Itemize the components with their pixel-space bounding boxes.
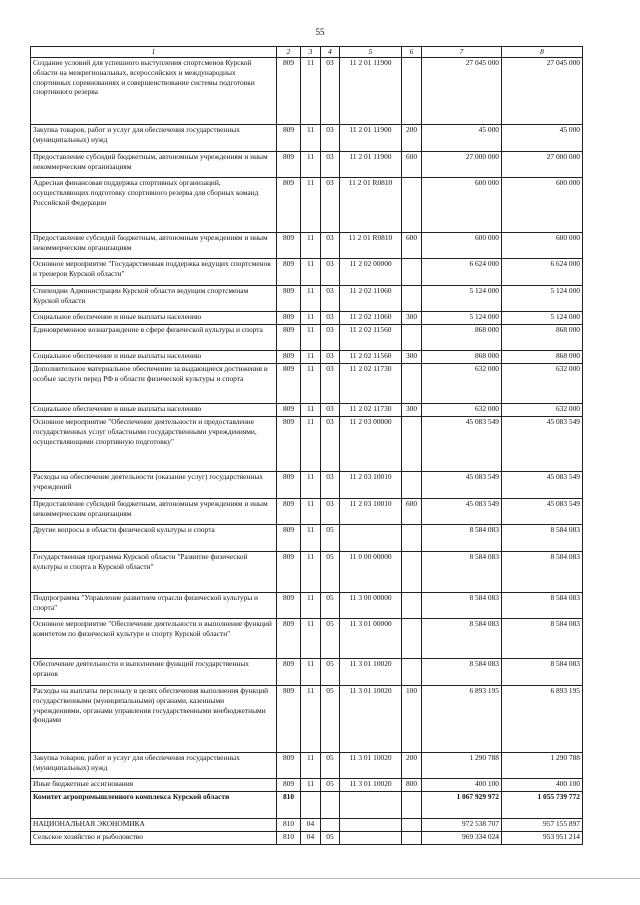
expense-type-cell: 200 [402, 124, 422, 151]
expense-type-cell [402, 177, 422, 232]
target-article-cell: 11 2 01 11900 [340, 151, 402, 177]
section-code-cell: 11 [301, 124, 321, 151]
amount-year2-cell: 8 584 083 [502, 524, 583, 551]
expense-type-cell [402, 618, 422, 658]
table-row [31, 592, 583, 618]
amount-year2-cell: 1 290 788 [502, 752, 583, 778]
amount-year1-cell: 8 584 083 [422, 551, 502, 592]
expense-type-cell [402, 831, 422, 844]
expense-type-cell [402, 592, 422, 618]
amount-year2-cell: 6 624 000 [502, 258, 583, 285]
amount-year2-cell: 27 000 000 [502, 151, 583, 177]
ministry-code-cell: 809 [277, 685, 301, 752]
header-cell: 6 [402, 47, 422, 58]
amount-year2-cell: 600 000 [502, 232, 583, 258]
section-code-cell: 11 [301, 177, 321, 232]
ministry-code-cell: 809 [277, 232, 301, 258]
ministry-code-cell: 809 [277, 416, 301, 471]
amount-year1-cell: 868 000 [422, 324, 502, 350]
header-cell: 1 [31, 47, 277, 58]
subsection-code-cell: 03 [321, 471, 340, 498]
target-article-cell [340, 831, 402, 844]
header-row [31, 47, 583, 58]
target-article-cell: 11 2 01 11900 [340, 124, 402, 151]
row-name-cell: Обеспечение деятельности и выполнение функций государственных органов [31, 658, 277, 685]
table-row [31, 324, 583, 350]
table-row [31, 57, 583, 124]
expense-type-cell [402, 324, 422, 350]
row-name-cell: Социальное обеспечение и иные выплаты населению [31, 403, 277, 416]
ministry-code-cell: 809 [277, 324, 301, 350]
row-name-cell: Предоставление субсидий бюджетным, автономным учреждениям и иным некоммерческим организациям [31, 498, 277, 524]
target-article-cell: 11 2 02 11560 [340, 350, 402, 363]
expense-type-cell [402, 258, 422, 285]
header-cell: 3 [301, 47, 321, 58]
ministry-code-cell: 809 [277, 403, 301, 416]
expense-type-cell [402, 791, 422, 818]
target-article-cell: 11 0 00 00000 [340, 551, 402, 592]
row-name-cell: Создание условий для успешного выступления спортсменов Курской области на межрегиональных, всероссийских и международных спортивных соревнованиях и совершенствование системы подготовки спортивного резерва [31, 57, 277, 124]
row-name-cell: Стипендии Администрации Курской области ведущим спортсменам Курской области [31, 285, 277, 311]
header-cell: 7 [422, 47, 502, 58]
ministry-code-cell: 809 [277, 592, 301, 618]
table-row [31, 258, 583, 285]
table-row [31, 151, 583, 177]
amount-year1-cell: 1 290 788 [422, 752, 502, 778]
subsection-code-cell: 05 [321, 524, 340, 551]
amount-year2-cell: 27 045 000 [502, 57, 583, 124]
ministry-code-cell: 810 [277, 791, 301, 818]
expense-type-cell [402, 818, 422, 831]
target-article-cell: 11 2 02 00000 [340, 258, 402, 285]
row-name-cell: Государственная программа Курской области "Развитие физической культуры и спорта в Курской области" [31, 551, 277, 592]
ministry-code-cell: 809 [277, 350, 301, 363]
ministry-code-cell: 809 [277, 177, 301, 232]
amount-year2-cell: 400 100 [502, 778, 583, 791]
amount-year1-cell: 27 000 000 [422, 151, 502, 177]
amount-year2-cell: 953 951 214 [502, 831, 583, 844]
section-code-cell: 11 [301, 403, 321, 416]
amount-year2-cell: 45 083 549 [502, 416, 583, 471]
subsection-code-cell: 03 [321, 151, 340, 177]
ministry-code-cell: 809 [277, 618, 301, 658]
table-row [31, 551, 583, 592]
amount-year2-cell: 957 155 897 [502, 818, 583, 831]
table-row [31, 524, 583, 551]
row-name-cell: Предоставление субсидий бюджетным, автономным учреждениям и иным некоммерческим организациям [31, 232, 277, 258]
amount-year1-cell: 600 000 [422, 177, 502, 232]
table-row [31, 285, 583, 311]
target-article-cell: 11 2 01 11900 [340, 57, 402, 124]
row-name-cell: Закупка товаров, работ и услуг для обеспечения государственных (муниципальных) нужд [31, 124, 277, 151]
expense-type-cell: 600 [402, 232, 422, 258]
expense-type-cell [402, 471, 422, 498]
expense-type-cell: 600 [402, 151, 422, 177]
section-code-cell: 11 [301, 471, 321, 498]
amount-year1-cell: 8 584 083 [422, 524, 502, 551]
row-name-cell: Единовременное вознаграждение в сфере физической культуры и спорта [31, 324, 277, 350]
target-article-cell: 11 2 03 10010 [340, 498, 402, 524]
subsection-code-cell: 05 [321, 752, 340, 778]
subsection-code-cell [321, 818, 340, 831]
table-row [31, 658, 583, 685]
section-code-cell: 11 [301, 311, 321, 324]
subsection-code-cell [321, 791, 340, 818]
amount-year1-cell: 400 100 [422, 778, 502, 791]
expense-type-cell: 300 [402, 403, 422, 416]
table-row [31, 752, 583, 778]
row-name-cell: Комитет агропромышленного комплекса Курской области [31, 791, 277, 818]
subsection-code-cell: 03 [321, 416, 340, 471]
table-row [31, 350, 583, 363]
ministry-code-cell: 810 [277, 831, 301, 844]
ministry-code-cell: 809 [277, 151, 301, 177]
amount-year1-cell: 600 000 [422, 232, 502, 258]
row-name-cell: Закупка товаров, работ и услуг для обеспечения государственных (муниципальных) нужд [31, 752, 277, 778]
section-code-cell: 11 [301, 551, 321, 592]
amount-year2-cell: 45 083 549 [502, 498, 583, 524]
table-row [31, 232, 583, 258]
target-article-cell: 11 2 02 11730 [340, 363, 402, 403]
section-code-cell: 11 [301, 363, 321, 403]
section-code-cell [301, 791, 321, 818]
row-name-cell: Адресная финансовая поддержка спортивных организаций, осуществляющих подготовку спортивного резерва для сборных команд Российской Федерации [31, 177, 277, 232]
ministry-code-cell: 809 [277, 258, 301, 285]
expense-type-cell: 800 [402, 778, 422, 791]
section-code-cell: 11 [301, 350, 321, 363]
section-code-cell: 11 [301, 151, 321, 177]
target-article-cell: 11 2 03 10010 [340, 471, 402, 498]
row-name-cell: Основное мероприятие "Государственная поддержка ведущих спортсменов и тренеров Курской области" [31, 258, 277, 285]
ministry-code-cell: 809 [277, 778, 301, 791]
ministry-code-cell: 809 [277, 285, 301, 311]
table-body [31, 47, 583, 845]
target-article-cell: 11 3 00 00000 [340, 592, 402, 618]
subsection-code-cell: 03 [321, 311, 340, 324]
expense-type-cell: 200 [402, 752, 422, 778]
amount-year1-cell: 6 624 000 [422, 258, 502, 285]
amount-year2-cell: 600 000 [502, 177, 583, 232]
amount-year2-cell: 6 893 195 [502, 685, 583, 752]
ministry-code-cell: 809 [277, 57, 301, 124]
amount-year2-cell: 45 000 [502, 124, 583, 151]
row-name-cell: Социальное обеспечение и иные выплаты населению [31, 311, 277, 324]
table-row [31, 831, 583, 844]
table-row [31, 471, 583, 498]
section-code-cell: 11 [301, 232, 321, 258]
subsection-code-cell: 05 [321, 685, 340, 752]
amount-year2-cell: 632 000 [502, 403, 583, 416]
target-article-cell: 11 2 02 11560 [340, 324, 402, 350]
table-row [31, 791, 583, 818]
amount-year2-cell: 8 584 083 [502, 658, 583, 685]
amount-year1-cell: 45 083 549 [422, 416, 502, 471]
subsection-code-cell: 03 [321, 350, 340, 363]
row-name-cell: Подпрограмма "Управление развитием отрасли физической культуры и спорта" [31, 592, 277, 618]
expense-type-cell [402, 658, 422, 685]
expense-type-cell [402, 416, 422, 471]
expense-type-cell: 100 [402, 685, 422, 752]
subsection-code-cell: 03 [321, 324, 340, 350]
amount-year2-cell: 45 083 549 [502, 471, 583, 498]
subsection-code-cell: 03 [321, 57, 340, 124]
section-code-cell: 04 [301, 818, 321, 831]
expense-type-cell: 300 [402, 350, 422, 363]
target-article-cell: 11 3 01 10020 [340, 778, 402, 791]
subsection-code-cell: 05 [321, 618, 340, 658]
header-cell: 4 [321, 47, 340, 58]
target-article-cell: 11 3 01 00000 [340, 618, 402, 658]
section-code-cell: 11 [301, 324, 321, 350]
expense-type-cell [402, 57, 422, 124]
table-row [31, 124, 583, 151]
amount-year2-cell: 868 000 [502, 350, 583, 363]
table-row [31, 363, 583, 403]
table-row [31, 416, 583, 471]
target-article-cell: 11 2 03 00000 [340, 416, 402, 471]
subsection-code-cell: 05 [321, 592, 340, 618]
subsection-code-cell: 03 [321, 258, 340, 285]
expense-type-cell: 300 [402, 311, 422, 324]
section-code-cell: 11 [301, 416, 321, 471]
amount-year1-cell: 868 000 [422, 350, 502, 363]
section-code-cell: 11 [301, 285, 321, 311]
row-name-cell: Предоставление субсидий бюджетным, автономным учреждениям и иным некоммерческим организациям [31, 151, 277, 177]
amount-year1-cell: 5 124 000 [422, 311, 502, 324]
row-name-cell: Социальное обеспечение и иные выплаты населению [31, 350, 277, 363]
table-row [31, 778, 583, 791]
target-article-cell: 11 2 01 R0810 [340, 232, 402, 258]
row-name-cell: Иные бюджетные ассигнования [31, 778, 277, 791]
subsection-code-cell: 05 [321, 658, 340, 685]
ministry-code-cell: 809 [277, 471, 301, 498]
target-article-cell [340, 791, 402, 818]
target-article-cell: 11 2 02 11060 [340, 311, 402, 324]
expense-type-cell [402, 524, 422, 551]
page-bottom-rule [0, 878, 640, 879]
target-article-cell: 11 2 02 11730 [340, 403, 402, 416]
amount-year2-cell: 8 584 083 [502, 618, 583, 658]
amount-year1-cell: 972 538 707 [422, 818, 502, 831]
expense-type-cell [402, 551, 422, 592]
target-article-cell: 11 3 01 10020 [340, 685, 402, 752]
table-row [31, 403, 583, 416]
amount-year1-cell: 45 000 [422, 124, 502, 151]
amount-year1-cell: 8 584 083 [422, 592, 502, 618]
subsection-code-cell: 03 [321, 403, 340, 416]
subsection-code-cell: 05 [321, 831, 340, 844]
budget-table [30, 46, 583, 845]
target-article-cell: 11 3 01 10020 [340, 752, 402, 778]
amount-year2-cell: 8 584 083 [502, 592, 583, 618]
ministry-code-cell: 809 [277, 498, 301, 524]
amount-year1-cell: 45 083 549 [422, 471, 502, 498]
header-cell: 2 [277, 47, 301, 58]
amount-year1-cell: 45 083 549 [422, 498, 502, 524]
amount-year2-cell: 8 584 083 [502, 551, 583, 592]
ministry-code-cell: 809 [277, 752, 301, 778]
subsection-code-cell: 05 [321, 778, 340, 791]
ministry-code-cell: 809 [277, 124, 301, 151]
amount-year1-cell: 5 124 000 [422, 285, 502, 311]
ministry-code-cell: 809 [277, 311, 301, 324]
target-article-cell [340, 524, 402, 551]
section-code-cell: 11 [301, 592, 321, 618]
amount-year2-cell: 1 055 739 772 [502, 791, 583, 818]
table-row [31, 498, 583, 524]
row-name-cell: НАЦИОНАЛЬНАЯ ЭКОНОМИКА [31, 818, 277, 831]
subsection-code-cell: 03 [321, 232, 340, 258]
amount-year1-cell: 6 893 195 [422, 685, 502, 752]
amount-year2-cell: 5 124 000 [502, 285, 583, 311]
ministry-code-cell: 809 [277, 363, 301, 403]
table-row [31, 311, 583, 324]
amount-year1-cell: 1 067 929 972 [422, 791, 502, 818]
subsection-code-cell: 03 [321, 363, 340, 403]
ministry-code-cell: 809 [277, 658, 301, 685]
amount-year1-cell: 969 334 024 [422, 831, 502, 844]
ministry-code-cell: 809 [277, 524, 301, 551]
page-number: 55 [315, 27, 325, 37]
ministry-code-cell: 810 [277, 818, 301, 831]
amount-year2-cell: 5 124 000 [502, 311, 583, 324]
row-name-cell: Другие вопросы в области физической культуры и спорта [31, 524, 277, 551]
table-row [31, 685, 583, 752]
section-code-cell: 11 [301, 57, 321, 124]
table-row [31, 177, 583, 232]
row-name-cell: Основное мероприятие "Обеспечение деятельности и предоставление государственных услуг областными государственными учреждениями, осуществляющими спортивную подготовку" [31, 416, 277, 471]
row-name-cell: Сельское хозяйство и рыболовство [31, 831, 277, 844]
target-article-cell: 11 2 02 11060 [340, 285, 402, 311]
amount-year1-cell: 632 000 [422, 403, 502, 416]
section-code-cell: 11 [301, 778, 321, 791]
subsection-code-cell: 03 [321, 177, 340, 232]
amount-year1-cell: 8 584 083 [422, 658, 502, 685]
section-code-cell: 11 [301, 658, 321, 685]
section-code-cell: 11 [301, 524, 321, 551]
amount-year2-cell: 632 000 [502, 363, 583, 403]
expense-type-cell [402, 285, 422, 311]
amount-year2-cell: 868 000 [502, 324, 583, 350]
subsection-code-cell: 03 [321, 124, 340, 151]
table-row [31, 818, 583, 831]
amount-year1-cell: 632 000 [422, 363, 502, 403]
target-article-cell: 11 3 01 10020 [340, 658, 402, 685]
target-article-cell: 11 2 01 R0810 [340, 177, 402, 232]
table-row [31, 618, 583, 658]
header-cell: 5 [340, 47, 402, 58]
header-cell: 8 [502, 47, 583, 58]
subsection-code-cell: 05 [321, 551, 340, 592]
target-article-cell [340, 818, 402, 831]
subsection-code-cell: 03 [321, 498, 340, 524]
section-code-cell: 11 [301, 685, 321, 752]
section-code-cell: 04 [301, 831, 321, 844]
row-name-cell: Дополнительное материальное обеспечение за выдающиеся достижения и особые заслуги перед РФ в области физической культуры и спорта [31, 363, 277, 403]
row-name-cell: Основное мероприятие "Обеспечение деятельности и выполнение функций комитетом по физической культуре и спорту Курской области" [31, 618, 277, 658]
ministry-code-cell: 809 [277, 551, 301, 592]
expense-type-cell: 600 [402, 498, 422, 524]
section-code-cell: 11 [301, 618, 321, 658]
amount-year1-cell: 8 584 083 [422, 618, 502, 658]
expense-type-cell [402, 363, 422, 403]
row-name-cell: Расходы на обеспечение деятельности (оказание услуг) государственных учреждений [31, 471, 277, 498]
amount-year1-cell: 27 045 000 [422, 57, 502, 124]
row-name-cell: Расходы на выплаты персоналу в целях обеспечения выполнения функций государственными (муниципальными) органами, казенными учреждениями, органами управления государственными внебюджетными фондами [31, 685, 277, 752]
subsection-code-cell: 03 [321, 285, 340, 311]
section-code-cell: 11 [301, 752, 321, 778]
section-code-cell: 11 [301, 498, 321, 524]
section-code-cell: 11 [301, 258, 321, 285]
